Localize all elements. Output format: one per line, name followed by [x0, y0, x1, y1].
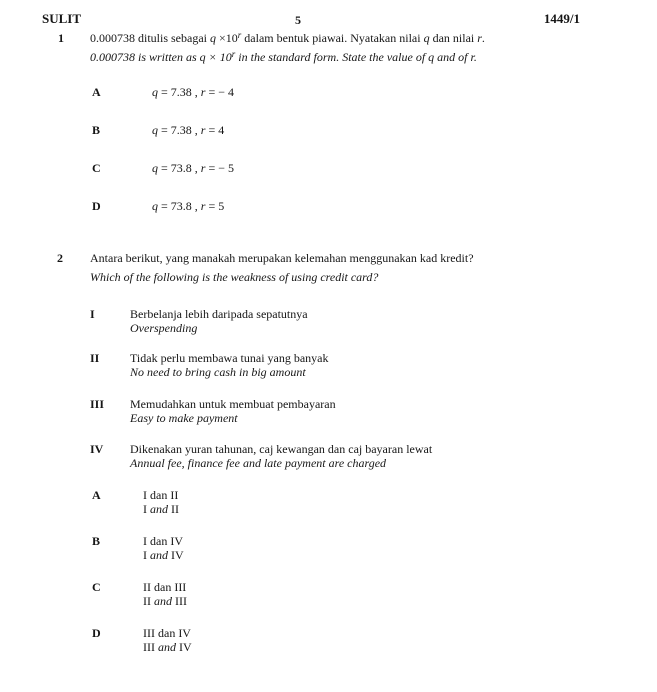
question-2-option-c	[92, 580, 187, 608]
option-text-english: I and II	[143, 502, 179, 516]
question-2-statement-2	[90, 351, 329, 379]
option-label: B	[92, 123, 101, 137]
option-text-malay: I dan IV	[143, 534, 183, 548]
option-text-english: I and IV	[143, 548, 184, 562]
option-text: q = 7.38 , r = − 4	[152, 85, 234, 99]
question-1-text-english: 0.000738 is written as $q \times 10^r$ in the standard form. State the value of q and of r.	[90, 49, 477, 64]
statement-text-malay: Dikenakan yuran tahunan, caj kewangan dan caj bayaran lewat	[130, 442, 433, 456]
question-1-text-malay: 0.000738 ditulis sebagai $q \times 10^r$ dalam bentuk piawai. Nyatakan nilai q dan nilai r.	[90, 30, 485, 45]
option-label: A	[92, 85, 101, 99]
option-text: q = 73.8 , r = − 5	[152, 161, 234, 175]
option-text-malay: II dan III	[143, 580, 187, 594]
question-2-text-malay: Antara berikut, yang manakah merupakan kelemahan menggunakan kad kredit?	[90, 251, 474, 265]
option-text-malay: III dan IV	[143, 626, 191, 640]
question-2-statement-3	[90, 397, 336, 425]
question-2-statement-4	[90, 442, 432, 470]
option-label: B	[92, 534, 101, 548]
question-2-number: 2	[57, 251, 63, 265]
question-2-statement-1	[90, 307, 308, 335]
statement-text-english: Annual fee, finance fee and late payment are charged	[130, 456, 387, 470]
statement-text-english: Overspending	[130, 321, 198, 335]
option-label: C	[92, 161, 101, 175]
option-label: D	[92, 626, 101, 640]
statement-label: IV	[90, 442, 104, 456]
statement-label: II	[90, 351, 100, 365]
option-text: q = 7.38 , r = 4	[152, 123, 225, 137]
question-1-option-a	[92, 85, 234, 99]
question-2-text-english: Which of the following is the weakness of using credit card?	[90, 270, 379, 284]
page-number: 5	[295, 13, 301, 27]
question-1-number: 1	[58, 31, 64, 45]
option-label: D	[92, 199, 101, 213]
question-1-option-c	[92, 161, 234, 175]
statement-text-malay: Memudahkan untuk membuat pembayaran	[130, 397, 336, 411]
question-2-option-b	[92, 534, 184, 562]
option-text-malay: I dan II	[143, 488, 179, 502]
statement-label: III	[90, 397, 105, 411]
paper-code: 1449/1	[543, 11, 580, 26]
question-1-option-d	[92, 199, 224, 213]
option-label: A	[92, 488, 101, 502]
option-label: C	[92, 580, 101, 594]
statement-text-english: Easy to make payment	[130, 411, 238, 425]
option-text: q = 73.8 , r = 5	[152, 199, 225, 213]
option-text-english: III and IV	[143, 640, 192, 654]
question-2-option-d	[92, 626, 192, 654]
statement-text-malay: Berbelanja lebih daripada sepatutnya	[130, 307, 308, 321]
question-2-option-a	[92, 488, 179, 516]
confidential-label: SULIT	[42, 11, 82, 26]
statement-text-malay: Tidak perlu membawa tunai yang banyak	[130, 351, 329, 365]
statement-label: I	[90, 307, 95, 321]
question-1-option-b	[92, 123, 224, 137]
option-text-english: II and III	[143, 594, 187, 608]
statement-text-english: No need to bring cash in big amount	[130, 365, 306, 379]
